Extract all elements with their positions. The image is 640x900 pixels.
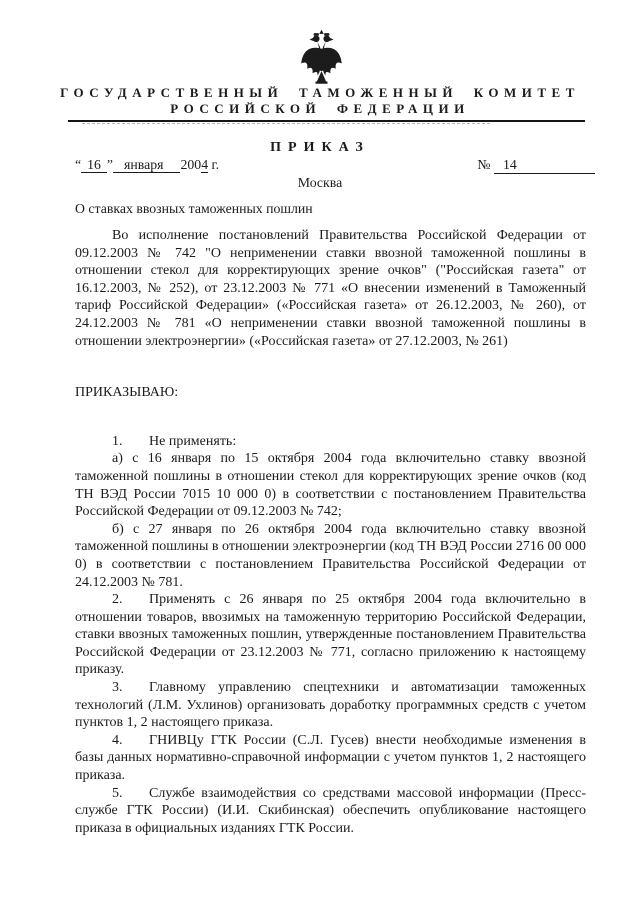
order-item-1a: а) с 16 января по 15 октября 2004 года включительно ставку ввозной таможенной пошлины в отношении стекол для корректирующих зрение очков (код ТН ВЭД России 7015 10 000 0) в соответствии с постановлением Правительства Российской Федерации от 09.12.2003 № 742; — [75, 451, 586, 520]
order-subject: О ставках ввозных таможенных пошлин — [75, 201, 313, 216]
decree-word: ПРИКАЗЫВАЮ: — [75, 385, 179, 401]
date-field — [75, 157, 219, 173]
order-body — [75, 227, 586, 837]
order-item-1 — [75, 433, 586, 451]
order-item-5 — [75, 785, 586, 838]
preamble: Во исполнение постановлений Правительства Российской Федерации от 09.12.2003 № 742 "О неприменении ставки ввозной таможенной пошлины в отношении стекол для корректирующих зрение очков" ("Российская газета" от 16.12.2003, № 252), от 23.12.2003 № 771 «О внесении изменений в Таможенный тариф Российской Федерации» («Российская газета» от 26.12.2003, № 260), от 24.12.2003 № 781 «О неприменении ставки ввозной таможенной пошлины в отношении электроэнергии» («Российская газета» от 27.12.2003, № 261) — [75, 228, 586, 349]
item-number: 5. — [112, 785, 123, 801]
item-number: 2. — [112, 592, 123, 608]
order-item-2 — [75, 591, 586, 679]
date-month: января — [113, 157, 180, 173]
number-sign: № — [477, 157, 491, 172]
item-text: ГНИВЦу ГТК России (С.Л. Гусев) внести необходимые изменения в базы данных нормативно-справочной информации с учетом пунктов 1, 2 настоящего приказа. — [75, 732, 586, 784]
org-name-line1: ГОСУДАРСТВЕННЫЙ ТАМОЖЕННЫЙ КОМИТЕТ — [60, 85, 580, 100]
date-year-last-digit: 4 — [201, 157, 209, 172]
item-number: 3. — [112, 680, 123, 696]
order-number: 14 — [494, 157, 595, 174]
order-item-1b: б) с 27 января по 26 октября 2004 года включительно ставку ввозной таможенной пошлины в отношении электроэнергии (код ТН ВЭД России 2716 00 000 0) в соответствии с постановлением Правительства Российской Федерации от 24.12.2003 № 781. — [75, 521, 586, 590]
number-field — [477, 157, 595, 174]
document-title: ПРИКАЗ — [270, 140, 370, 155]
item-text: Не применять: — [149, 433, 237, 449]
place-city: Москва — [297, 175, 343, 190]
item-number: 4. — [112, 732, 123, 748]
order-item-4 — [75, 732, 586, 785]
org-name-line2: РОССИЙСКОЙ ФЕДЕРАЦИИ — [170, 101, 470, 116]
date-number-row — [75, 157, 595, 174]
item-text: Главному управлению спецтехники и автоматизации таможенных технологий (Л.М. Ухлинов) организовать доработку программных средств с учетом пунктов 1, 2 настоящего приказа. — [75, 680, 586, 731]
coat-of-arms-icon — [299, 29, 344, 86]
date-year-prefix: 200 — [180, 157, 202, 172]
item-text: Службе взаимодействия со средствами массовой информации (Пресс-службе ГТК России) (И.И. Скибинская) обеспечить опубликование настоящего приказа в официальных изданиях ГТК России. — [75, 785, 586, 836]
item-text: Применять с 26 января по 25 октября 2004 года включительно в отношении товаров, ввозимых на таможенную территорию Российской Федерации, ставки ввозных таможенных пошлин, утвержденные постановлением Правительства Российской Федерации от 23.12.2003 № 771, согласно приложению к настоящему приказу. — [75, 592, 586, 678]
header-rule — [68, 120, 585, 122]
date-day: 16 — [81, 157, 107, 173]
open-quote: “ — [75, 157, 82, 172]
header-rule-scan-noise — [82, 123, 490, 124]
close-quote: ” — [106, 157, 114, 172]
item-number: 1. — [112, 433, 123, 449]
order-item-3 — [75, 679, 586, 732]
date-year-suffix: г. — [211, 157, 220, 172]
